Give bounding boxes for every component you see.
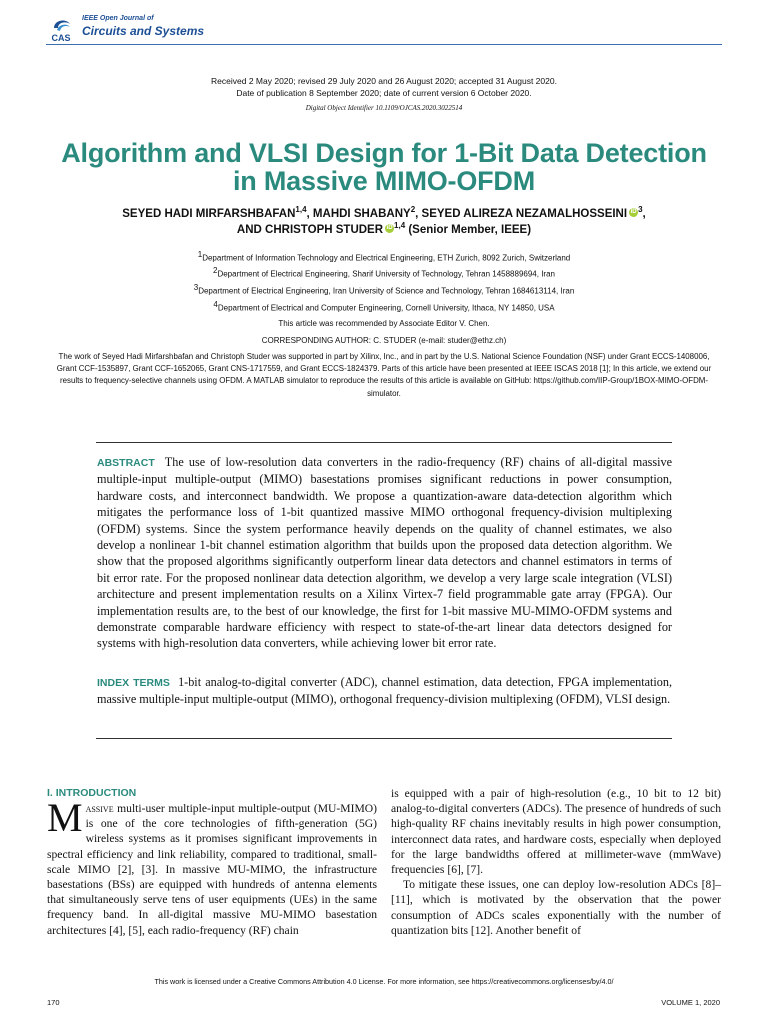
author-name: , MAHDI SHABANY [306,207,411,220]
cas-logo [46,14,76,44]
affiliation [0,266,768,279]
funding-note: The work of Seyed Hadi Mirfarshbafan and Christoph Studer was supported in part by Xilinx, Inc., and in part by the U.S. National Science Foundation (NSF) under Grant ECCS-1408006, Grant CCF-1535897, Grant CCF-1652065, Grant CNS-1717559, and Grant ECCS-1824379. Parts of this article have been presented at IEEE ISCAS 2018 [1]; In this article, we extend our results to frequency-selective channels using OFDM. A MATLAB simulator to reproduce the results of this article is available on GitHub: https://github.com/IIP-Group/1BOX-MIMO-OFDM-simulator. [56,352,712,398]
paper-title-line-2: in Massive MIMO-OFDM [232,166,536,196]
intro-paragraph [47,795,377,938]
publication-dates: Date of publication 8 September 2020; date of current version 6 October 2020. [236,88,532,98]
author-separator: , [642,207,646,220]
doi: Digital Object Identifier 10.1109/OJCAS.2020.3022514 [305,104,463,112]
affiliation [0,250,768,263]
affiliation-number: 3 [193,283,199,292]
affiliation-number: 2 [213,266,218,275]
author-affiliation: 1,4 [295,205,307,214]
corresponding-author: CORRESPONDING AUTHOR: C. STUDER (e-mail: studer@ethz.ch) [261,336,507,345]
abstract-bottom-rule [96,738,672,739]
author-membership: (Senior Member, IEEE) [405,223,532,236]
index-terms-text: 1-bit analog-to-digital converter (ADC), channel estimation, data detection, FPGA implementation, massive multiple-input multiple-output (MIMO), orthogonal frequency-division multiplexing (OFDM), VLSI design. [97,675,672,707]
abstract-label: ABSTRACT [97,457,155,469]
author-name: AND CHRISTOPH STUDER [236,223,384,236]
small-caps-word: assive [85,802,114,815]
paper-title-line-1: Algorithm and VLSI Design for 1-Bit Data Detection [61,138,707,168]
author-affiliation: 1,4 [394,221,406,230]
author-name: SEYED HADI MIRFARSHBAFAN [122,207,296,220]
drop-cap: M [47,795,83,840]
intro-paragraph-continued: is equipped with a pair of high-resolution (e.g., 10 bit to 12 bit) analog-to-digital converters (ADCs). The presence of hundreds of such high-quality RF chains inevitably results in high power consumption, interconnect data rates, and hardware costs, especially when deployed for the large bandwidths offered at millimeter-wave (mmWave) frequencies [6], [7]. [391,787,721,877]
affiliation-number: 1 [197,250,203,259]
affiliation-text: Department of Electrical Engineering, Sharif University of Technology, Tehran 1458889694, Iran [217,269,555,279]
affiliation-number: 4 [213,300,218,309]
page-number: 170 [47,998,60,1007]
abstract-text: The use of low-resolution data converters in the radio-frequency (RF) chains of all-digital massive multiple-input multiple-output (MIMO) basestations promises significant reductions in power consumption, hardware costs, and interconnect bandwidth. We propose a quantization-aware data-detection algorithm which mitigates the performance loss of 1-bit quantized massive MIMO orthogonal frequency-division multiplexing (OFDM) systems. Since the system performance heavily depends on the quality of channel estimates, we also develop a nonlinear 1-bit channel estimation algorithm that builds upon the proposed data detection algorithm. We show that the proposed algorithms significantly outperform linear data detectors and channel estimators in terms of bit error rate. For the proposed nonlinear data detection algorithm, we develop a very large scale integration (VLSI) architecture and present implementation results on a Xilinx Virtex-7 field programmable gate array (FPGA). Our implementation results are, to the best of our knowledge, the first for 1-bit massive MU-MIMO-OFDM systems and demonstrate comparable hardware efficiency with respect to state-of-the-art linear data detectors designed for systems with high-resolution data converters, while achieving lower bit error rate. [97,455,672,651]
abstract [97,454,672,652]
editor-note: This article was recommended by Associate Editor V. Chen. [278,319,490,328]
abstract-top-rule [96,442,672,443]
affiliation-text: Department of Information Technology and Electrical Engineering, ETH Zurich, 8092 Zurich, Switzerland [202,253,571,263]
left-column [47,795,377,938]
index-terms [97,674,672,708]
header-divider [46,44,722,45]
author-affiliation: 3 [638,205,643,214]
received-dates: Received 2 May 2020; revised 29 July 2020 and 26 August 2020; accepted 31 August 2020. [211,76,557,86]
journal-name: Circuits and Systems [82,24,205,38]
journal-subtitle: IEEE Open Journal of [82,15,154,22]
volume-info: VOLUME 1, 2020 [661,998,720,1007]
license-note: This work is licensed under a Creative Commons Attribution 4.0 License. For more information, see https://creativecommons.org/licenses/by/4.0/ [154,977,614,986]
author-affiliation: 2 [410,205,416,214]
affiliation-text: Department of Electrical Engineering, Iran University of Science and Technology, Tehran 1684613114, Iran [198,286,575,296]
affiliation-text: Department of Electrical and Computer Engineering, Cornell University, Ithaca, NY 14850, USA [217,303,555,313]
intro-paragraph: To mitigate these issues, one can deploy low-resolution ADCs [8]–[11], which is motivated by the observation that the power consumption of ADCs scales exponentially with the number of quantization bits [12]. Another benefit of [391,878,721,937]
affiliation [0,283,768,296]
logo-text: CAS [51,33,71,43]
index-terms-label: INDEX TERMS [97,677,170,689]
affiliation [0,300,768,313]
orcid-icon[interactable]: iD [386,224,393,231]
author-list-line-2 [0,221,768,236]
intro-text: multi-user multiple-input multiple-output (MU-MIMO) is one of the core technologies of fifth-generation (5G) wireless systems as it promises significant improvements in spectral efficiency and link reliability, compared to traditional, small-scale MIMO [2], [3]. In massive MU-MIMO, the infrastructure basestations (BSs) are equipped with hundreds of antenna elements that simultaneously serve tens of user equipments (UEs) in the same frequency band. In all-digital massive MU-MIMO basestation architectures [4], [5], each radio-frequency (RF) chain [47,802,377,937]
author-name: , SEYED ALIREZA NEZAMALHOSSEINI [415,207,628,220]
orcid-icon[interactable]: iD [630,208,637,215]
author-list-line-1 [0,205,768,220]
right-column [391,786,721,938]
cas-logo-icon [46,14,76,44]
section-heading: I. INTRODUCTION [47,787,137,799]
